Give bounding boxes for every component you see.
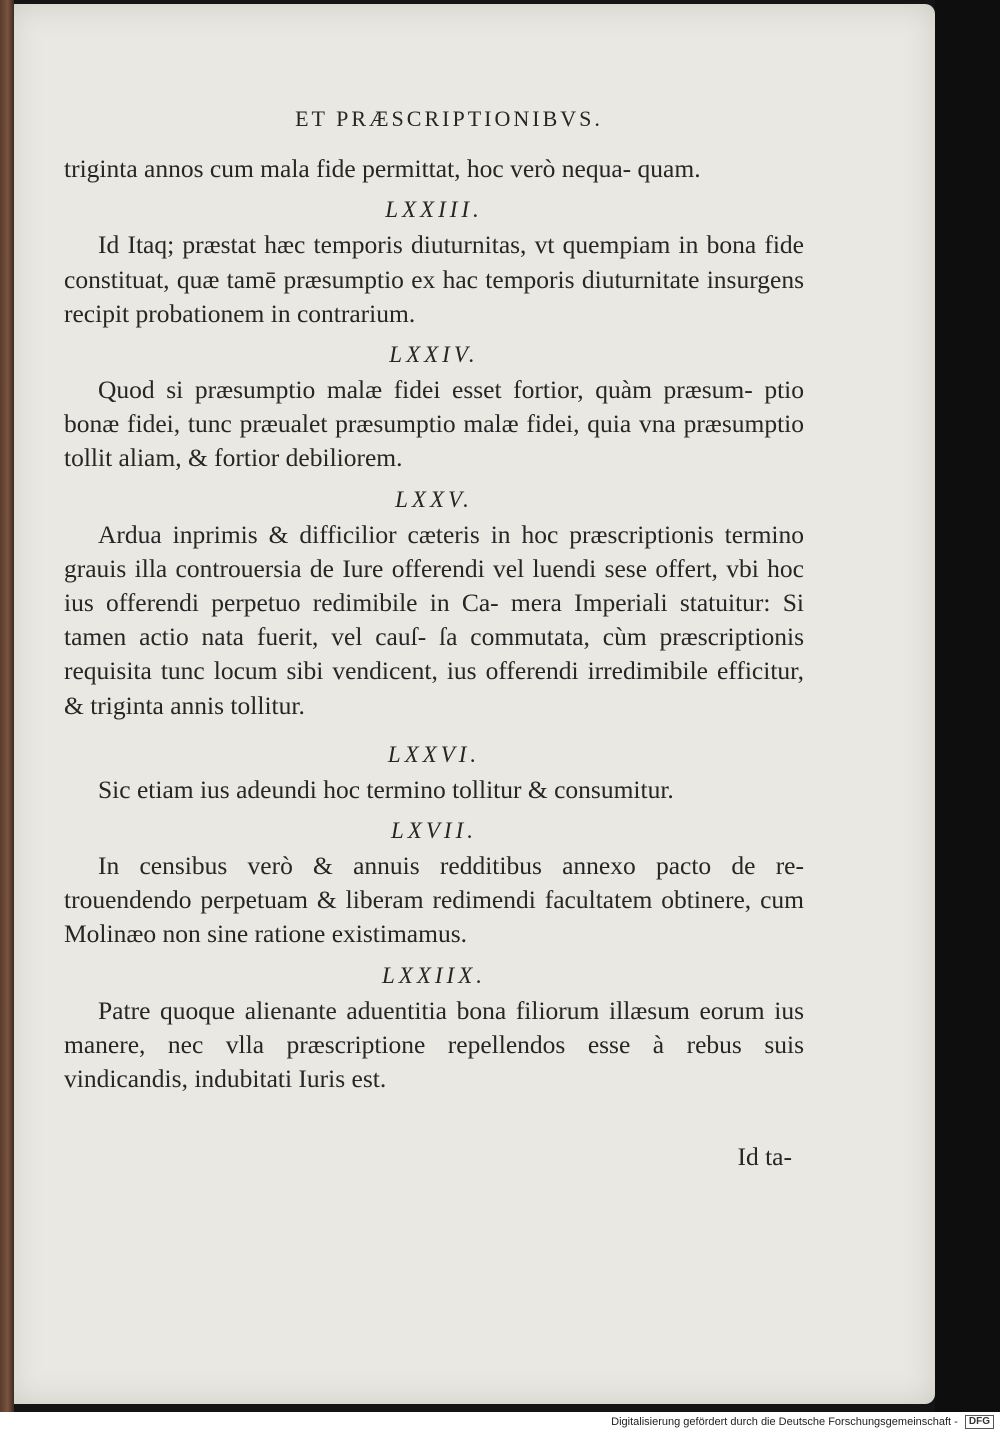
dfg-logo-icon: DFG bbox=[965, 1415, 994, 1429]
section-text: Patre quoque alienante aduentitia bona filiorum illæsum eorum ius manere, nec vlla præscriptione repellendos esse à rebus suis vindicandis, indubitati Iuris est. bbox=[64, 995, 804, 1094]
section-text: Sic etiam ius adeundi hoc termino tollitur & consumitur. bbox=[98, 774, 674, 804]
section-text: In censibus verò & annuis redditibus annexo pacto de re- trouendendo perpetuam & liberam redimendi facultatem obtinere, cum Molinæo non sine ratione existimamus. bbox=[64, 851, 804, 949]
section-heading: LXXIII. bbox=[385, 197, 483, 223]
section-text: Id Itaq; præstat hæc temporis diuturnitas, vt quempiam in bona fide constituat, quæ tamē præsumptio ex hac temporis diuturnitate insurgens recipit probationem in contrarium. bbox=[64, 230, 804, 328]
section-heading: LXXVI. bbox=[387, 741, 481, 767]
book-spine-edge bbox=[0, 0, 14, 1412]
catchword: Id ta- bbox=[737, 1142, 792, 1172]
scan-right-edge bbox=[935, 0, 1000, 1412]
section-heading: LXXIIX. bbox=[381, 962, 486, 988]
footer-credit-text: Digitalisierung gefördert durch die Deutsche Forschungsgemeinschaft - bbox=[611, 1416, 958, 1428]
opening-lines: triginta annos cum mala fide permittat, hoc verò nequa- quam. bbox=[64, 154, 701, 184]
section-heading: LXXV. bbox=[395, 486, 473, 512]
section-heading: LXXIV. bbox=[389, 342, 479, 368]
running-head: ET PRÆSCRIPTIONIBVS. bbox=[295, 106, 603, 131]
page-text bbox=[64, 102, 804, 1174]
section-heading: LXVII. bbox=[391, 818, 477, 844]
section-text: Quod si præsumptio malæ fidei esset fortior, quàm præsum- ptio bonæ fidei, tunc præualet præsumptio malæ fidei, quia vna præsumptio tollit aliam, & fortior debiliorem. bbox=[64, 375, 804, 473]
section-text: Ardua inprimis & difficilior cæteris in hoc præscriptionis termino grauis illa controuersia de Iure offerendi vel luendi sese offert, vbi hoc ius offerendi perpetuo redimibile in Ca- mera Imperiali statuitur: Si tamen actio nata fuerit, vel cauſ- ſa commutata, cùm præscriptionis requisita tunc locum sibi vendicent, ius offerendi irredimibile efficitur, & triginta annis tollitur. bbox=[64, 519, 804, 720]
digitization-footer bbox=[0, 1412, 1000, 1433]
